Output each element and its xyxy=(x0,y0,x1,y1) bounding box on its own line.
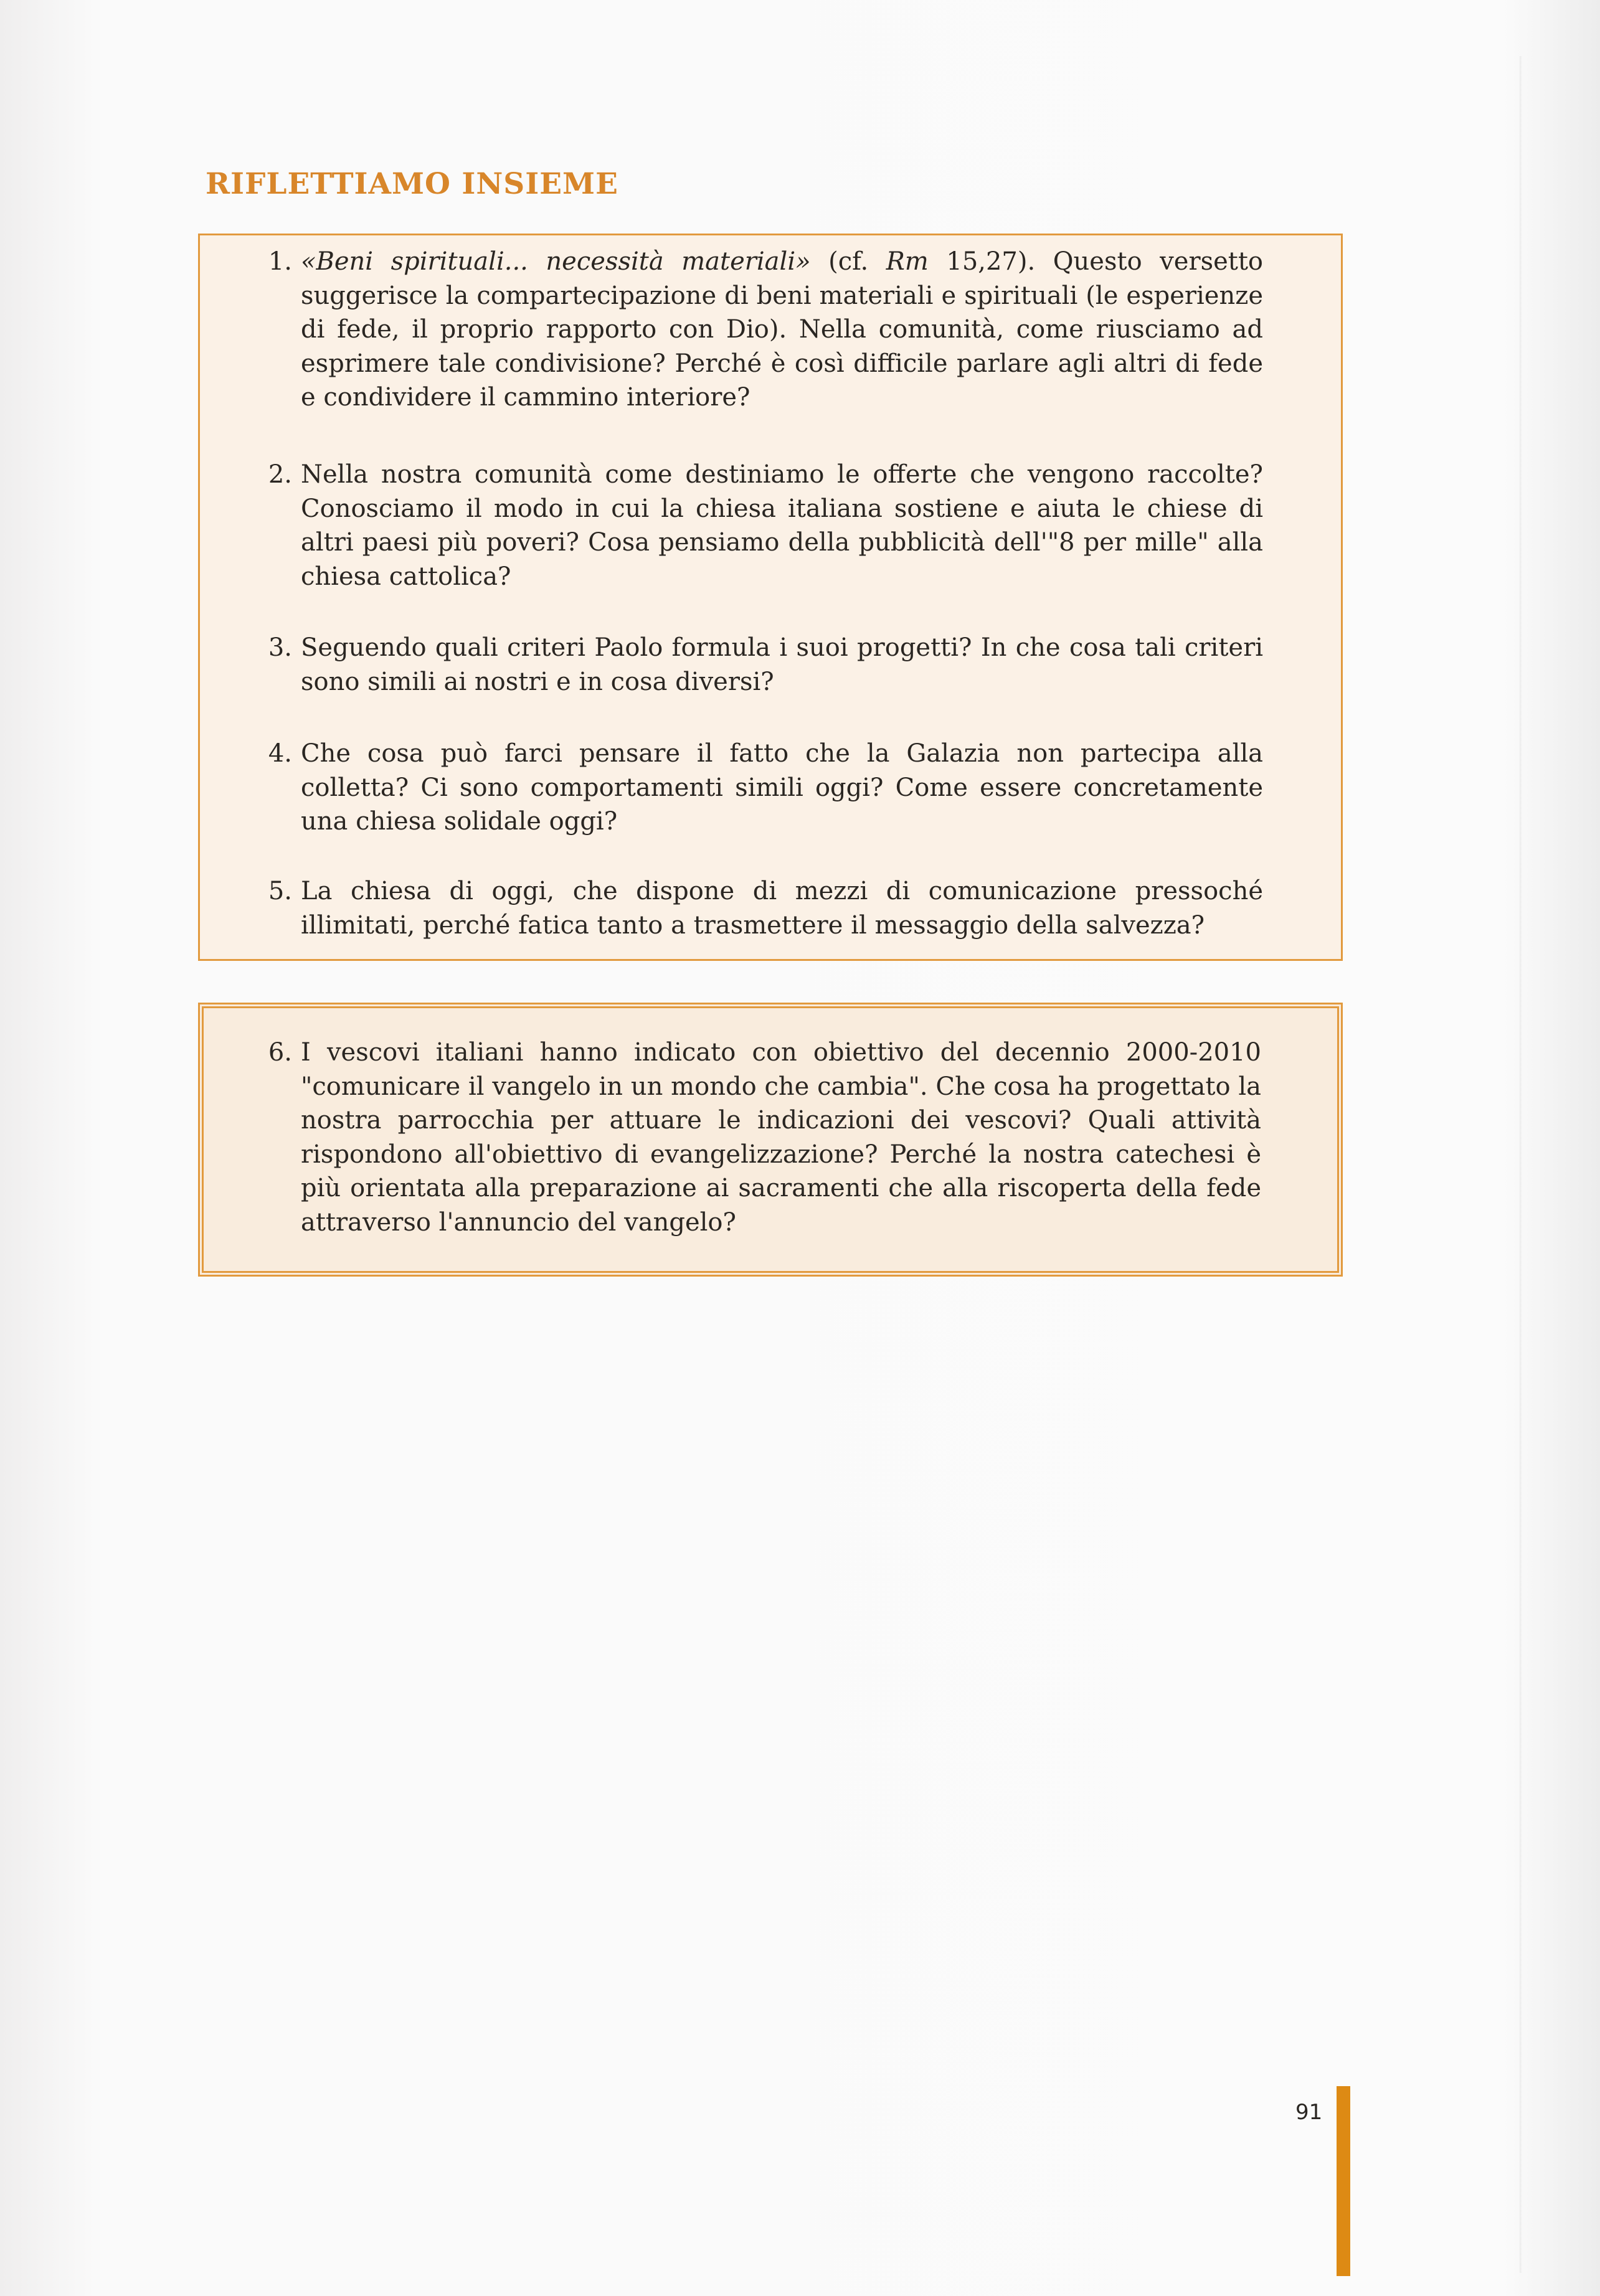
question-5 xyxy=(252,874,1263,942)
question-ref-book: Rm xyxy=(886,247,929,276)
section-heading: RIFLETTIAMO INSIEME xyxy=(206,167,618,201)
question-text: La chiesa di oggi, che dispone di mezzi di comunicazione pressoché illimitati, perché fatica tanto a trasmettere il messaggio della salvezza? xyxy=(301,877,1263,940)
page-fold-shadow xyxy=(1520,56,1522,2273)
page-number: 91 xyxy=(1295,2100,1323,2125)
question-number: 4. xyxy=(268,739,292,768)
question-1 xyxy=(252,245,1263,415)
question-6 xyxy=(252,1036,1261,1239)
question-text: Seguendo quali criteri Paolo formula i suoi progetti? In che cosa tali criteri sono simili ai nostri e in cosa diversi? xyxy=(301,633,1263,696)
question-3 xyxy=(252,631,1263,699)
question-text: Nella nostra comunità come destiniamo le offerte che vengono raccolte? Conosciamo il modo in cui la chiesa italiana sostiene e aiuta le chiese di altri paesi più poveri? Cosa pensiamo della pubblicità dell'"8 per mille" alla chiesa cattolica? xyxy=(301,460,1263,591)
question-quote: «Beni spirituali... necessità materiali» xyxy=(301,247,811,276)
question-ref-rest: 15,27). Questo versetto suggerisce la compartecipazione di beni materiali e spirituali (le esperienze di fede, il proprio rapporto con Dio). Nella comunità, come riusciamo ad esprimere tale condivisione? Perché è così difficile parlare agli altri di fede e condividere il cammino interiore? xyxy=(301,247,1264,412)
question-2 xyxy=(252,458,1263,593)
page-edge-bar xyxy=(1337,2086,1350,2276)
question-number: 5. xyxy=(268,877,292,905)
question-number: 2. xyxy=(268,460,292,489)
question-number: 3. xyxy=(268,633,292,662)
question-4 xyxy=(252,737,1263,839)
question-number: 6. xyxy=(268,1038,292,1067)
question-number: 1. xyxy=(268,247,292,276)
question-text: I vescovi italiani hanno indicato con obiettivo del decennio 2000-2010 "comunicare il vangelo in un mondo che cambia". Che cosa ha progettato la nostra parrocchia per attuare le indicazioni dei vescovi? Quali attività rispondono all'obiettivo di evangelizzazione? Perché la nostra catechesi è più orientata alla preparazione ai sacramenti che alla riscoperta della fede attraverso l'annuncio del vangelo? xyxy=(301,1038,1261,1237)
question-ref-prefix: (cf. xyxy=(810,247,886,276)
question-text xyxy=(301,245,1263,415)
question-text: Che cosa può farci pensare il fatto che la Galazia non partecipa alla colletta? Ci sono comportamenti simili oggi? Come essere concretamente una chiesa solidale oggi? xyxy=(301,739,1263,836)
